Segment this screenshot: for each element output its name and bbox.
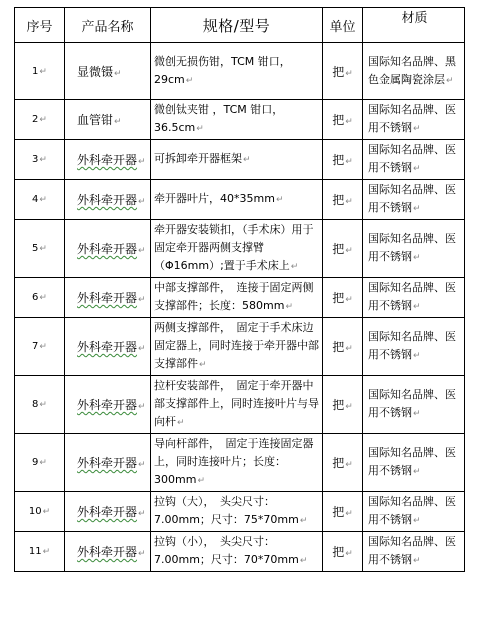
row-number-cell <box>15 376 65 434</box>
unit-cell <box>323 532 363 572</box>
spec-cell <box>151 180 323 220</box>
unit-cell-text: 把 <box>332 505 345 519</box>
material-cell-text: 国际知名品牌、医用不锈钢 <box>368 103 456 134</box>
paragraph-mark-icon: ↵ <box>39 342 47 352</box>
spec-cell-text: 拉杆安装部件， 固定于牵开器中部支撑部件上，同时连接叶片与导向杆 <box>154 379 319 428</box>
table-row <box>15 278 465 318</box>
paragraph-mark-icon: ↵ <box>138 509 146 519</box>
paragraph-mark-icon: ↵ <box>345 197 353 207</box>
row-number-cell-text: 4 <box>32 194 39 205</box>
product-name-cell <box>65 492 151 532</box>
unit-cell-text: 把 <box>332 456 345 470</box>
header-cell-unit <box>323 8 363 43</box>
product-name-cell <box>65 532 151 572</box>
spec-cell-text: 中部支撑部件， 连接于固定两侧支撑部件；长度：580mm <box>154 281 314 312</box>
unit-cell-text: 把 <box>332 242 345 256</box>
paragraph-mark-icon: ↵ <box>345 246 353 256</box>
spec-cell <box>151 278 323 318</box>
row-number-cell-text: 9 <box>32 457 39 468</box>
unit-cell-text: 把 <box>332 340 345 354</box>
paragraph-mark-icon: ↵ <box>177 418 185 428</box>
paragraph-mark-icon: ↵ <box>42 507 51 517</box>
product-name-cell-text: 外科牵开器 <box>77 291 138 305</box>
unit-cell-text: 把 <box>332 113 345 127</box>
product-name-cell <box>65 220 151 278</box>
paragraph-mark-icon: ↵ <box>138 246 146 256</box>
spec-cell <box>151 100 323 140</box>
spec-cell <box>151 220 323 278</box>
spec-cell-text: 两侧支撑部件， 固定于手术床边固定器上，同时连接于牵开器中部支撑部件 <box>154 321 319 370</box>
table-row <box>15 318 465 376</box>
unit-cell-text: 把 <box>332 545 345 559</box>
paragraph-mark-icon: ↵ <box>39 66 47 77</box>
product-name-cell <box>65 376 151 434</box>
header-cell-material <box>363 8 465 43</box>
row-number-cell-text: 11 <box>28 546 42 557</box>
paragraph-mark-icon: ↵ <box>243 155 251 165</box>
paragraph-mark-icon: ↵ <box>39 115 47 125</box>
product-name-cell <box>65 43 151 100</box>
unit-cell <box>323 43 363 100</box>
paragraph-mark-icon: ↵ <box>285 302 293 312</box>
material-cell-text: 国际知名品牌、黑色金属陶瓷涂层 <box>368 54 456 86</box>
product-name-cell-text: 外科牵开器 <box>77 242 138 256</box>
paragraph-mark-icon: ↵ <box>138 549 146 559</box>
row-number-cell <box>15 140 65 180</box>
material-cell <box>363 100 465 140</box>
paragraph-mark-icon: ↵ <box>345 344 353 354</box>
row-number-cell-text: 5 <box>32 243 39 254</box>
row-number-cell-text: 6 <box>32 292 39 303</box>
unit-cell-text: 把 <box>332 153 345 167</box>
header-unit-label: 单位 <box>329 19 356 35</box>
table-row <box>15 43 465 100</box>
product-name-cell-text: 外科牵开器 <box>77 398 138 412</box>
table-row <box>15 532 465 572</box>
unit-cell <box>323 318 363 376</box>
paragraph-mark-icon: ↵ <box>345 509 353 519</box>
paragraph-mark-icon: ↵ <box>345 117 353 127</box>
row-number-cell <box>15 318 65 376</box>
row-number-cell-text: 7 <box>32 341 39 352</box>
paragraph-mark-icon: ↵ <box>114 117 122 127</box>
header-spec-label: 规格/型号 <box>202 16 271 35</box>
row-number-cell-text: 10 <box>28 506 42 517</box>
product-name-cell-text: 血管钳 <box>77 113 114 127</box>
spec-cell-text: 可拆卸牵开器框架 <box>154 152 242 165</box>
paragraph-mark-icon: ↵ <box>199 360 207 370</box>
spec-cell-text: 拉钩（大）， 头尖尺寸：7.00mm；尺寸：75*70mm <box>154 495 299 526</box>
paragraph-mark-icon: ↵ <box>413 409 421 419</box>
spec-cell <box>151 140 323 180</box>
product-name-cell <box>65 434 151 492</box>
header-material-label: 材质 <box>401 11 428 26</box>
material-cell <box>363 43 465 100</box>
unit-cell-text: 把 <box>332 64 345 79</box>
unit-cell-text: 把 <box>332 398 345 412</box>
table-row <box>15 220 465 278</box>
paragraph-mark-icon: ↵ <box>299 556 308 566</box>
paragraph-mark-icon: ↵ <box>42 547 51 557</box>
spec-cell-text: 牵开器安装锁扣，（手术床）用于固定牵开器两侧支撑臂（Φ16mm）;置于手术床上 <box>154 223 314 272</box>
table-header-row <box>15 8 465 43</box>
spec-cell <box>151 532 323 572</box>
spec-cell-text: 导向杆部件， 固定于连接固定器上，同时连接叶片；长度：300mm <box>154 437 314 486</box>
unit-cell <box>323 492 363 532</box>
material-cell-text: 国际知名品牌、医用不锈钢 <box>368 535 456 566</box>
material-cell-text: 国际知名品牌、医用不锈钢 <box>368 143 456 174</box>
header-cell-name <box>65 8 151 43</box>
material-cell-text: 国际知名品牌、医用不锈钢 <box>368 446 456 477</box>
unit-cell <box>323 278 363 318</box>
unit-cell <box>323 140 363 180</box>
row-number-cell <box>15 43 65 100</box>
row-number-cell <box>15 492 65 532</box>
paragraph-mark-icon: ↵ <box>138 157 146 167</box>
paragraph-mark-icon: ↵ <box>413 124 421 134</box>
row-number-cell-text: 1 <box>32 65 39 77</box>
material-cell-text: 国际知名品牌、医用不锈钢 <box>368 232 456 263</box>
row-number-cell-text: 2 <box>32 114 39 125</box>
paragraph-mark-icon: ↵ <box>345 68 353 79</box>
product-name-cell <box>65 140 151 180</box>
product-name-cell-text: 外科牵开器 <box>77 340 138 354</box>
material-cell <box>363 318 465 376</box>
header-no-label: 序号 <box>26 19 53 35</box>
paragraph-mark-icon: ↵ <box>197 476 205 486</box>
material-cell-text: 国际知名品牌、医用不锈钢 <box>368 183 456 214</box>
paragraph-mark-icon: ↵ <box>39 195 47 205</box>
table-row <box>15 492 465 532</box>
unit-cell <box>323 376 363 434</box>
table-row <box>15 180 465 220</box>
spec-cell-text: 微创钛夹钳 ，TCM 钳口，36.5cm <box>154 103 284 134</box>
material-cell <box>363 180 465 220</box>
spec-cell <box>151 318 323 376</box>
paragraph-mark-icon: ↵ <box>413 164 421 174</box>
paragraph-mark-icon: ↵ <box>185 75 194 86</box>
paragraph-mark-icon: ↵ <box>299 516 308 526</box>
paragraph-mark-icon: ↵ <box>114 68 122 79</box>
paragraph-mark-icon: ↵ <box>345 549 353 559</box>
paragraph-mark-icon: ↵ <box>39 155 47 165</box>
row-number-cell-text: 3 <box>32 154 39 165</box>
unit-cell <box>323 100 363 140</box>
table-row <box>15 140 465 180</box>
product-name-cell-text: 显微镊 <box>77 64 114 79</box>
product-name-cell-text: 外科牵开器 <box>77 193 138 207</box>
paragraph-mark-icon: ↵ <box>138 460 146 470</box>
header-name-label: 产品名称 <box>81 19 134 35</box>
paragraph-mark-icon: ↵ <box>39 400 47 410</box>
paragraph-mark-icon: ↵ <box>413 204 421 214</box>
header-cell-no <box>15 8 65 43</box>
paragraph-mark-icon: ↵ <box>413 253 421 263</box>
product-name-cell-text: 外科牵开器 <box>77 505 138 519</box>
unit-cell-text: 把 <box>332 291 345 305</box>
document-page <box>14 7 464 572</box>
spec-cell <box>151 434 323 492</box>
table-row <box>15 376 465 434</box>
spec-cell-text: 微创无损伤钳，TCM 钳口，29cm <box>154 54 291 86</box>
unit-cell-text: 把 <box>332 193 345 207</box>
product-name-cell-text: 外科牵开器 <box>77 456 138 470</box>
row-number-cell <box>15 220 65 278</box>
product-name-cell-text: 外科牵开器 <box>77 545 138 559</box>
paragraph-mark-icon: ↵ <box>446 75 454 86</box>
spec-cell <box>151 492 323 532</box>
paragraph-mark-icon: ↵ <box>413 556 421 566</box>
paragraph-mark-icon: ↵ <box>290 262 299 272</box>
product-name-cell <box>65 318 151 376</box>
material-cell-text: 国际知名品牌、医用不锈钢 <box>368 388 456 419</box>
paragraph-mark-icon: ↵ <box>196 124 204 134</box>
unit-cell <box>323 434 363 492</box>
material-cell <box>363 278 465 318</box>
spec-cell <box>151 43 323 100</box>
paragraph-mark-icon: ↵ <box>138 344 146 354</box>
paragraph-mark-icon: ↵ <box>138 295 146 305</box>
material-cell-text: 国际知名品牌、医用不锈钢 <box>368 495 456 526</box>
paragraph-mark-icon: ↵ <box>413 467 421 477</box>
row-number-cell <box>15 180 65 220</box>
material-cell <box>363 220 465 278</box>
paragraph-mark-icon: ↵ <box>345 295 353 305</box>
paragraph-mark-icon: ↵ <box>275 195 284 205</box>
paragraph-mark-icon: ↵ <box>345 460 353 470</box>
row-number-cell <box>15 278 65 318</box>
material-cell <box>363 492 465 532</box>
paragraph-mark-icon: ↵ <box>413 516 421 526</box>
paragraph-mark-icon: ↵ <box>138 197 146 207</box>
unit-cell <box>323 220 363 278</box>
material-cell <box>363 376 465 434</box>
material-cell <box>363 140 465 180</box>
paragraph-mark-icon: ↵ <box>39 293 47 303</box>
product-spec-table <box>14 7 465 572</box>
table-row <box>15 100 465 140</box>
spec-cell-text: 牵开器叶片，40*35mm <box>154 192 275 205</box>
material-cell <box>363 532 465 572</box>
table-row <box>15 434 465 492</box>
row-number-cell <box>15 532 65 572</box>
row-number-cell-text: 8 <box>32 399 39 410</box>
paragraph-mark-icon: ↵ <box>39 458 47 468</box>
unit-cell <box>323 180 363 220</box>
paragraph-mark-icon: ↵ <box>138 402 146 412</box>
product-name-cell <box>65 100 151 140</box>
spec-cell <box>151 376 323 434</box>
product-name-cell-text: 外科牵开器 <box>77 153 138 167</box>
row-number-cell <box>15 100 65 140</box>
material-cell <box>363 434 465 492</box>
product-name-cell <box>65 278 151 318</box>
paragraph-mark-icon: ↵ <box>413 302 421 312</box>
paragraph-mark-icon: ↵ <box>345 157 353 167</box>
paragraph-mark-icon: ↵ <box>39 244 47 254</box>
material-cell-text: 国际知名品牌、医用不锈钢 <box>368 281 456 312</box>
row-number-cell <box>15 434 65 492</box>
header-cell-spec <box>151 8 323 43</box>
material-cell-text: 国际知名品牌、医用不锈钢 <box>368 330 456 361</box>
product-name-cell <box>65 180 151 220</box>
paragraph-mark-icon: ↵ <box>413 351 421 361</box>
paragraph-mark-icon: ↵ <box>345 402 353 412</box>
spec-cell-text: 拉钩（小）， 头尖尺寸：7.00mm；尺寸：70*70mm <box>154 535 299 566</box>
